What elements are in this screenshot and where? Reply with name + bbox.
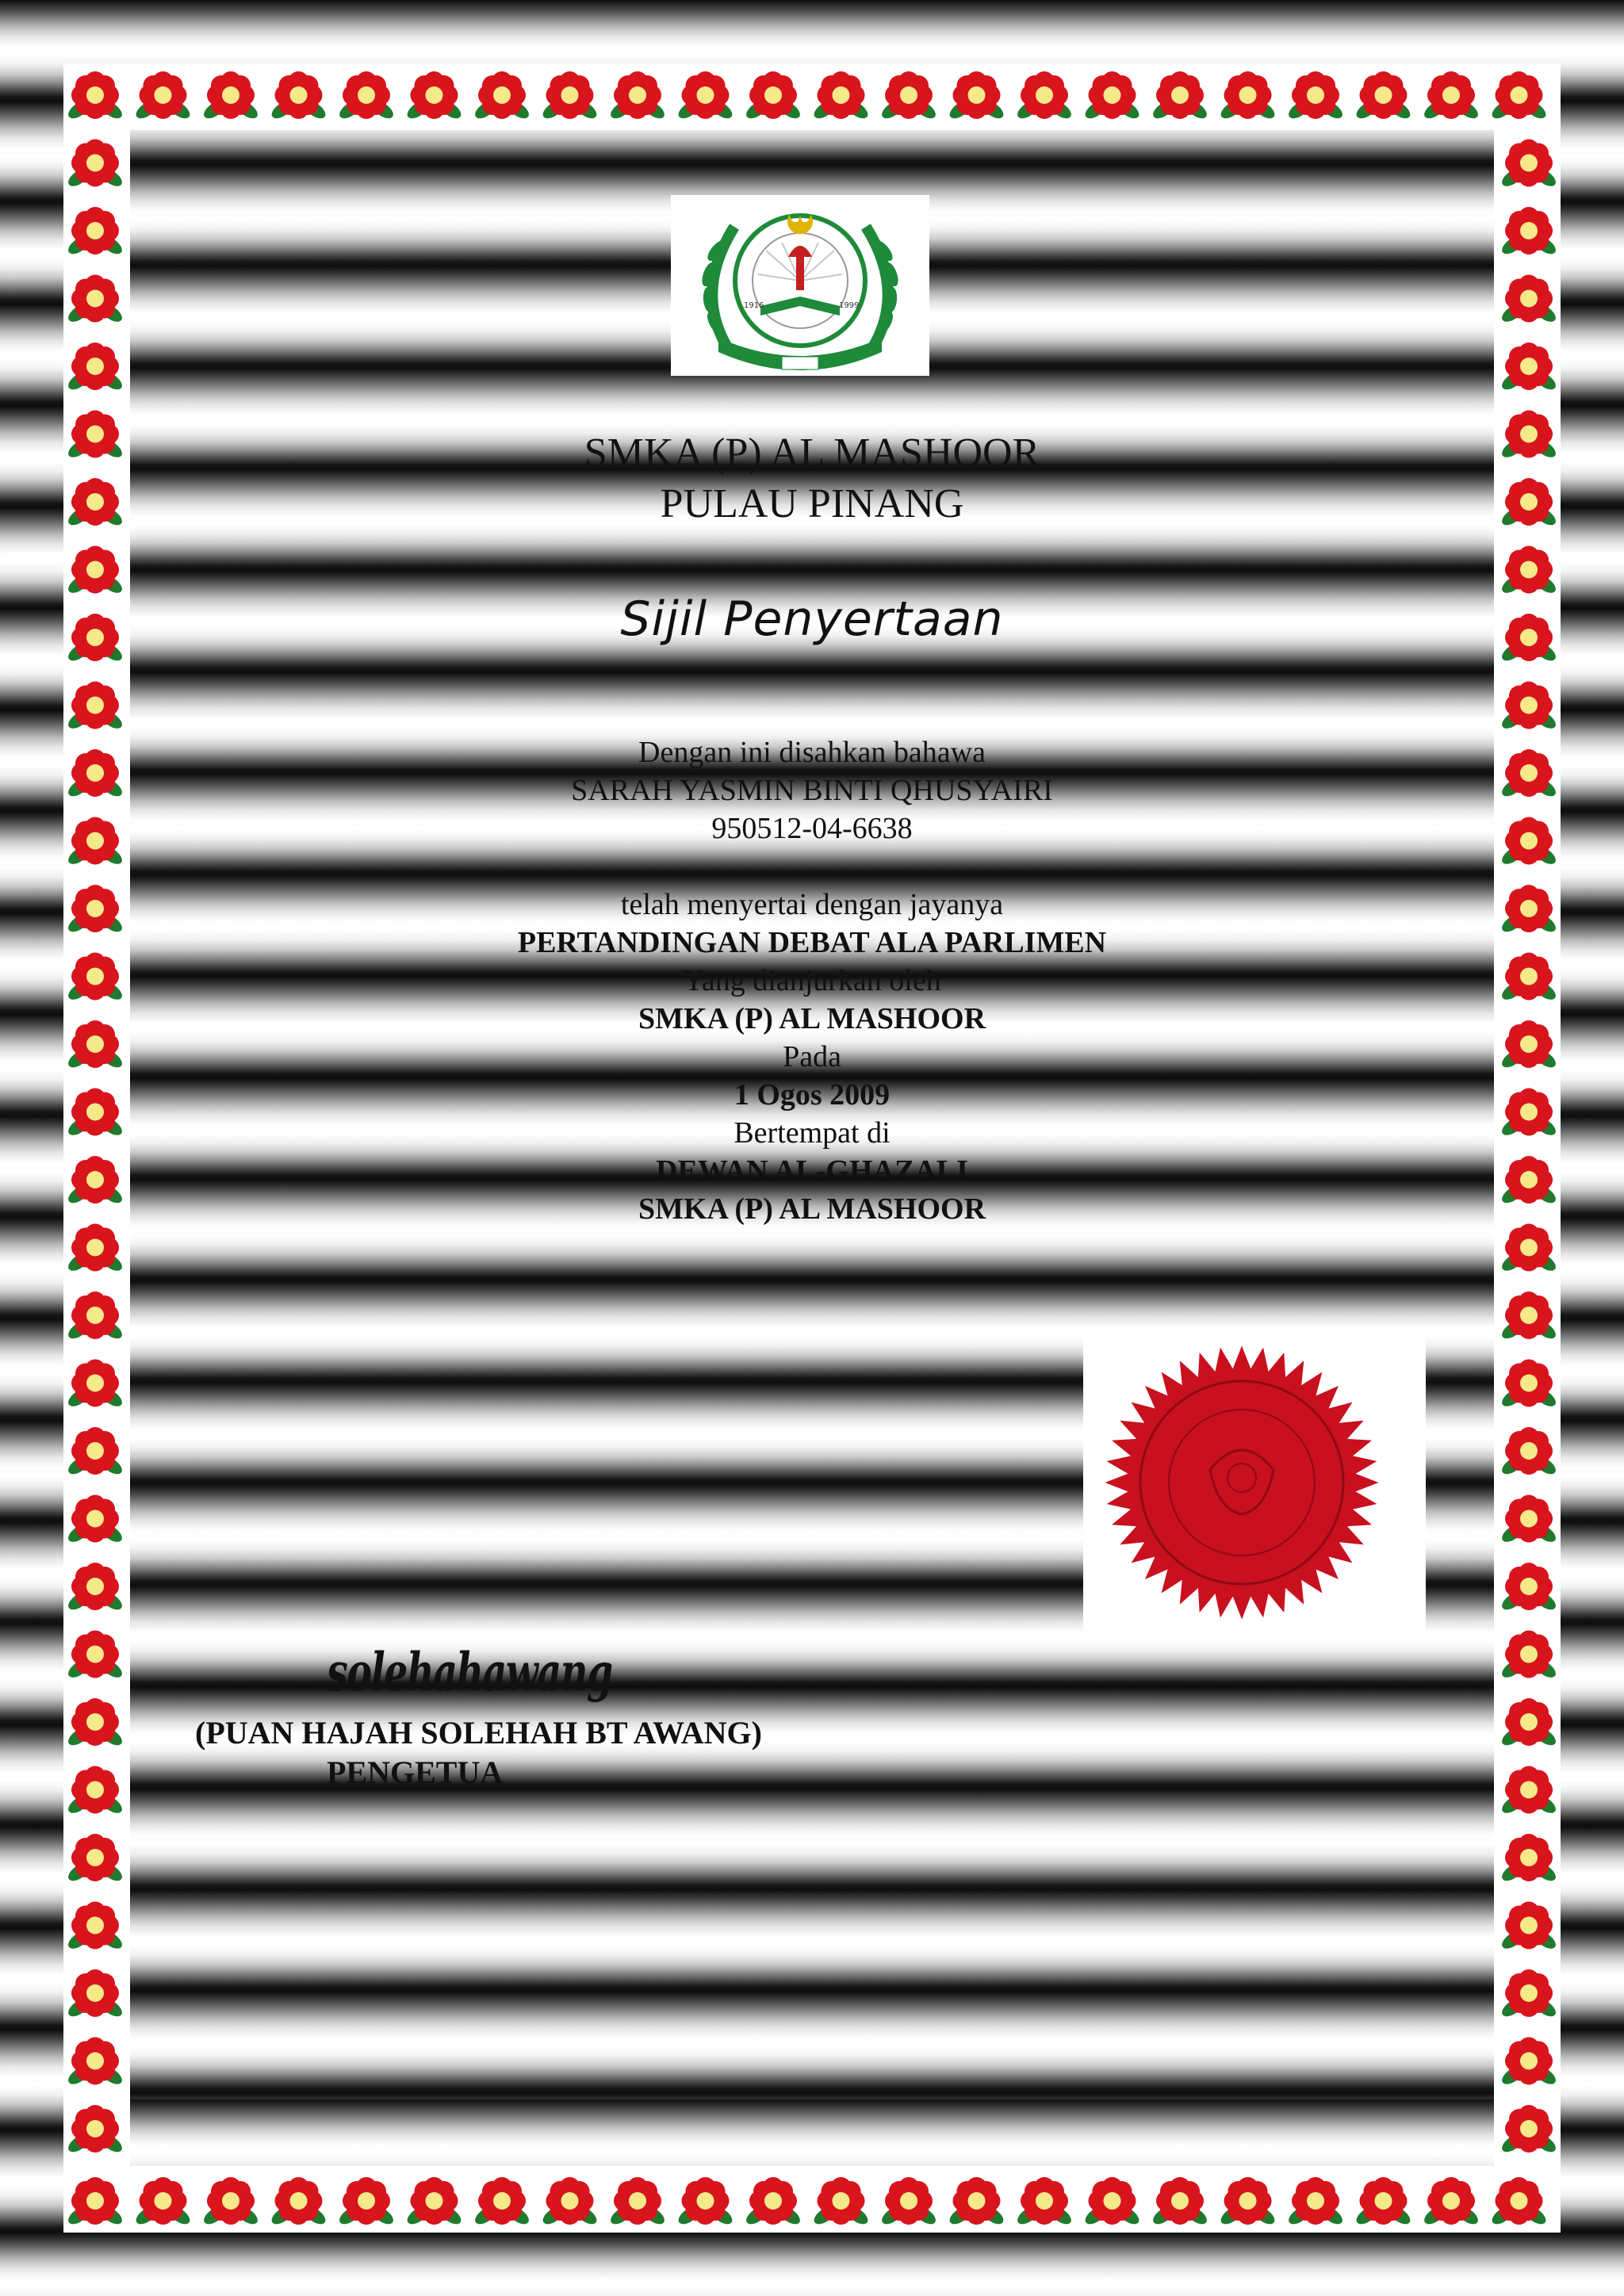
school-name: SMKA (P) AL MASHOOR (584, 430, 1040, 476)
flower-icon (743, 2177, 802, 2228)
spacer (0, 848, 1624, 886)
flower-icon (1499, 546, 1558, 597)
flower-icon (540, 2177, 599, 2228)
flower-icon (201, 71, 260, 122)
flower-icon (1150, 2177, 1209, 2228)
recipient-name: SARAH YASMIN BINTI QHUSYAIRI (571, 774, 1053, 807)
flower-icon (1499, 1360, 1558, 1410)
participated-line: telah menyertai dengan jayanya (620, 888, 1004, 921)
venue-school: SMKA (P) AL MASHOOR (638, 1192, 986, 1226)
flower-icon (879, 71, 938, 122)
flower-icon (65, 1969, 124, 2020)
flower-icon (404, 2177, 464, 2228)
flower-icon (676, 2177, 735, 2228)
organiser-name: SMKA (P) AL MASHOOR (638, 1002, 986, 1035)
flower-icon (65, 1427, 124, 1478)
flower-icon (1499, 1766, 1558, 1817)
school-location: PULAU PINANG (660, 481, 964, 526)
flower-icon (811, 71, 871, 122)
flower-icon (65, 2105, 124, 2156)
crest-emblem (671, 195, 929, 376)
flower-icon (65, 1292, 124, 1342)
flower-icon (65, 1563, 124, 1613)
venue-name: DEWAN AL-GHAZALI (656, 1154, 968, 1188)
flower-icon (1499, 1563, 1558, 1613)
flower-icon (269, 2177, 328, 2228)
flower-icon (1499, 207, 1558, 258)
flower-icon (1499, 1969, 1558, 2020)
flower-icon (607, 2177, 667, 2228)
flower-icon (1421, 71, 1480, 122)
flower-icon (472, 71, 531, 122)
school-heading (0, 428, 1624, 530)
certificate-title: Sijil Penyertaan (620, 591, 1004, 647)
venue-label: Bertempat di (733, 1116, 891, 1150)
flower-icon (133, 2177, 193, 2228)
flower-icon (1499, 682, 1558, 733)
flower-icon (65, 1834, 124, 1885)
flower-icon (1489, 71, 1549, 122)
principal-name: (PUAN HAJAH SOLEHAH BT AWANG) (195, 1715, 762, 1751)
flower-icon (1499, 1902, 1558, 1953)
seal-stamp (1083, 1335, 1426, 1635)
organised-by-label: Yang dianjurkan oleh (683, 964, 941, 997)
flower-icon (811, 2177, 871, 2228)
flower-icon (65, 275, 124, 326)
flower-icon (65, 1495, 124, 1546)
flower-icon (65, 1631, 124, 1682)
flower-icon (1499, 1224, 1558, 1275)
flower-icon (1499, 342, 1558, 393)
flower-icon (1499, 275, 1558, 326)
flower-icon (65, 2177, 124, 2228)
flower-icon (65, 342, 124, 393)
principal-signature: solehahawang (327, 1641, 612, 1703)
flower-icon (269, 71, 328, 122)
event-name: PERTANDINGAN DEBAT ALA PARLIMEN (517, 926, 1107, 959)
flower-icon (743, 71, 802, 122)
flower-icon (1499, 140, 1558, 190)
flower-icon (676, 71, 735, 122)
flower-icon (1082, 2177, 1142, 2228)
flower-icon (1499, 1292, 1558, 1342)
crest-year-left: 1916 (744, 301, 764, 310)
flower-icon (65, 1766, 124, 1817)
flower-icon (1499, 1834, 1558, 1885)
event-date: 1 Ogos 2009 (733, 1078, 891, 1112)
flower-icon (472, 2177, 531, 2228)
flower-icon (65, 207, 124, 258)
flower-icon (1354, 2177, 1413, 2228)
flower-icon (1421, 2177, 1480, 2228)
flower-icon (1218, 71, 1277, 122)
ic-number: 950512-04-6638 (711, 812, 913, 845)
crest-year-right: 1999 (839, 301, 860, 310)
flower-icon (65, 140, 124, 190)
flower-icon (404, 71, 464, 122)
flower-icon (65, 682, 124, 733)
flower-icon (65, 1902, 124, 1953)
flower-icon (65, 1698, 124, 1749)
flower-icon (1014, 2177, 1074, 2228)
flower-icon (65, 2038, 124, 2088)
flower-icon (1499, 2038, 1558, 2088)
flower-icon (1082, 71, 1142, 122)
flower-icon (65, 546, 124, 597)
flower-icon (1499, 1427, 1558, 1478)
flower-icon (65, 1360, 124, 1410)
flower-icon (201, 2177, 260, 2228)
flower-icon (1285, 71, 1345, 122)
flower-icon (1218, 2177, 1277, 2228)
flower-icon (1499, 1631, 1558, 1682)
flower-icon (540, 71, 599, 122)
flower-icon (1489, 2177, 1549, 2228)
flower-icon (65, 71, 124, 122)
flower-icon (336, 2177, 396, 2228)
flower-icon (133, 71, 193, 122)
flower-icon (1150, 71, 1209, 122)
flower-icon (1499, 2105, 1558, 2156)
flower-icon (879, 2177, 938, 2228)
official-seal (1083, 1335, 1426, 1635)
flower-icon (336, 71, 396, 122)
flower-icon (1014, 71, 1074, 122)
date-label: Pada (783, 1040, 841, 1073)
flower-icon (1285, 2177, 1345, 2228)
flower-icon (65, 1224, 124, 1275)
principal-title: PENGETUA (327, 1755, 504, 1790)
intro-line: Dengan ini disahkan bahawa (638, 736, 986, 769)
school-crest-logo (671, 195, 929, 376)
flower-icon (1499, 1495, 1558, 1546)
flower-icon (607, 71, 667, 122)
flower-icon (947, 71, 1006, 122)
flower-icon (947, 2177, 1006, 2228)
flower-icon (1499, 1698, 1558, 1749)
certificate-body (0, 733, 1624, 1228)
flower-icon (1354, 71, 1413, 122)
